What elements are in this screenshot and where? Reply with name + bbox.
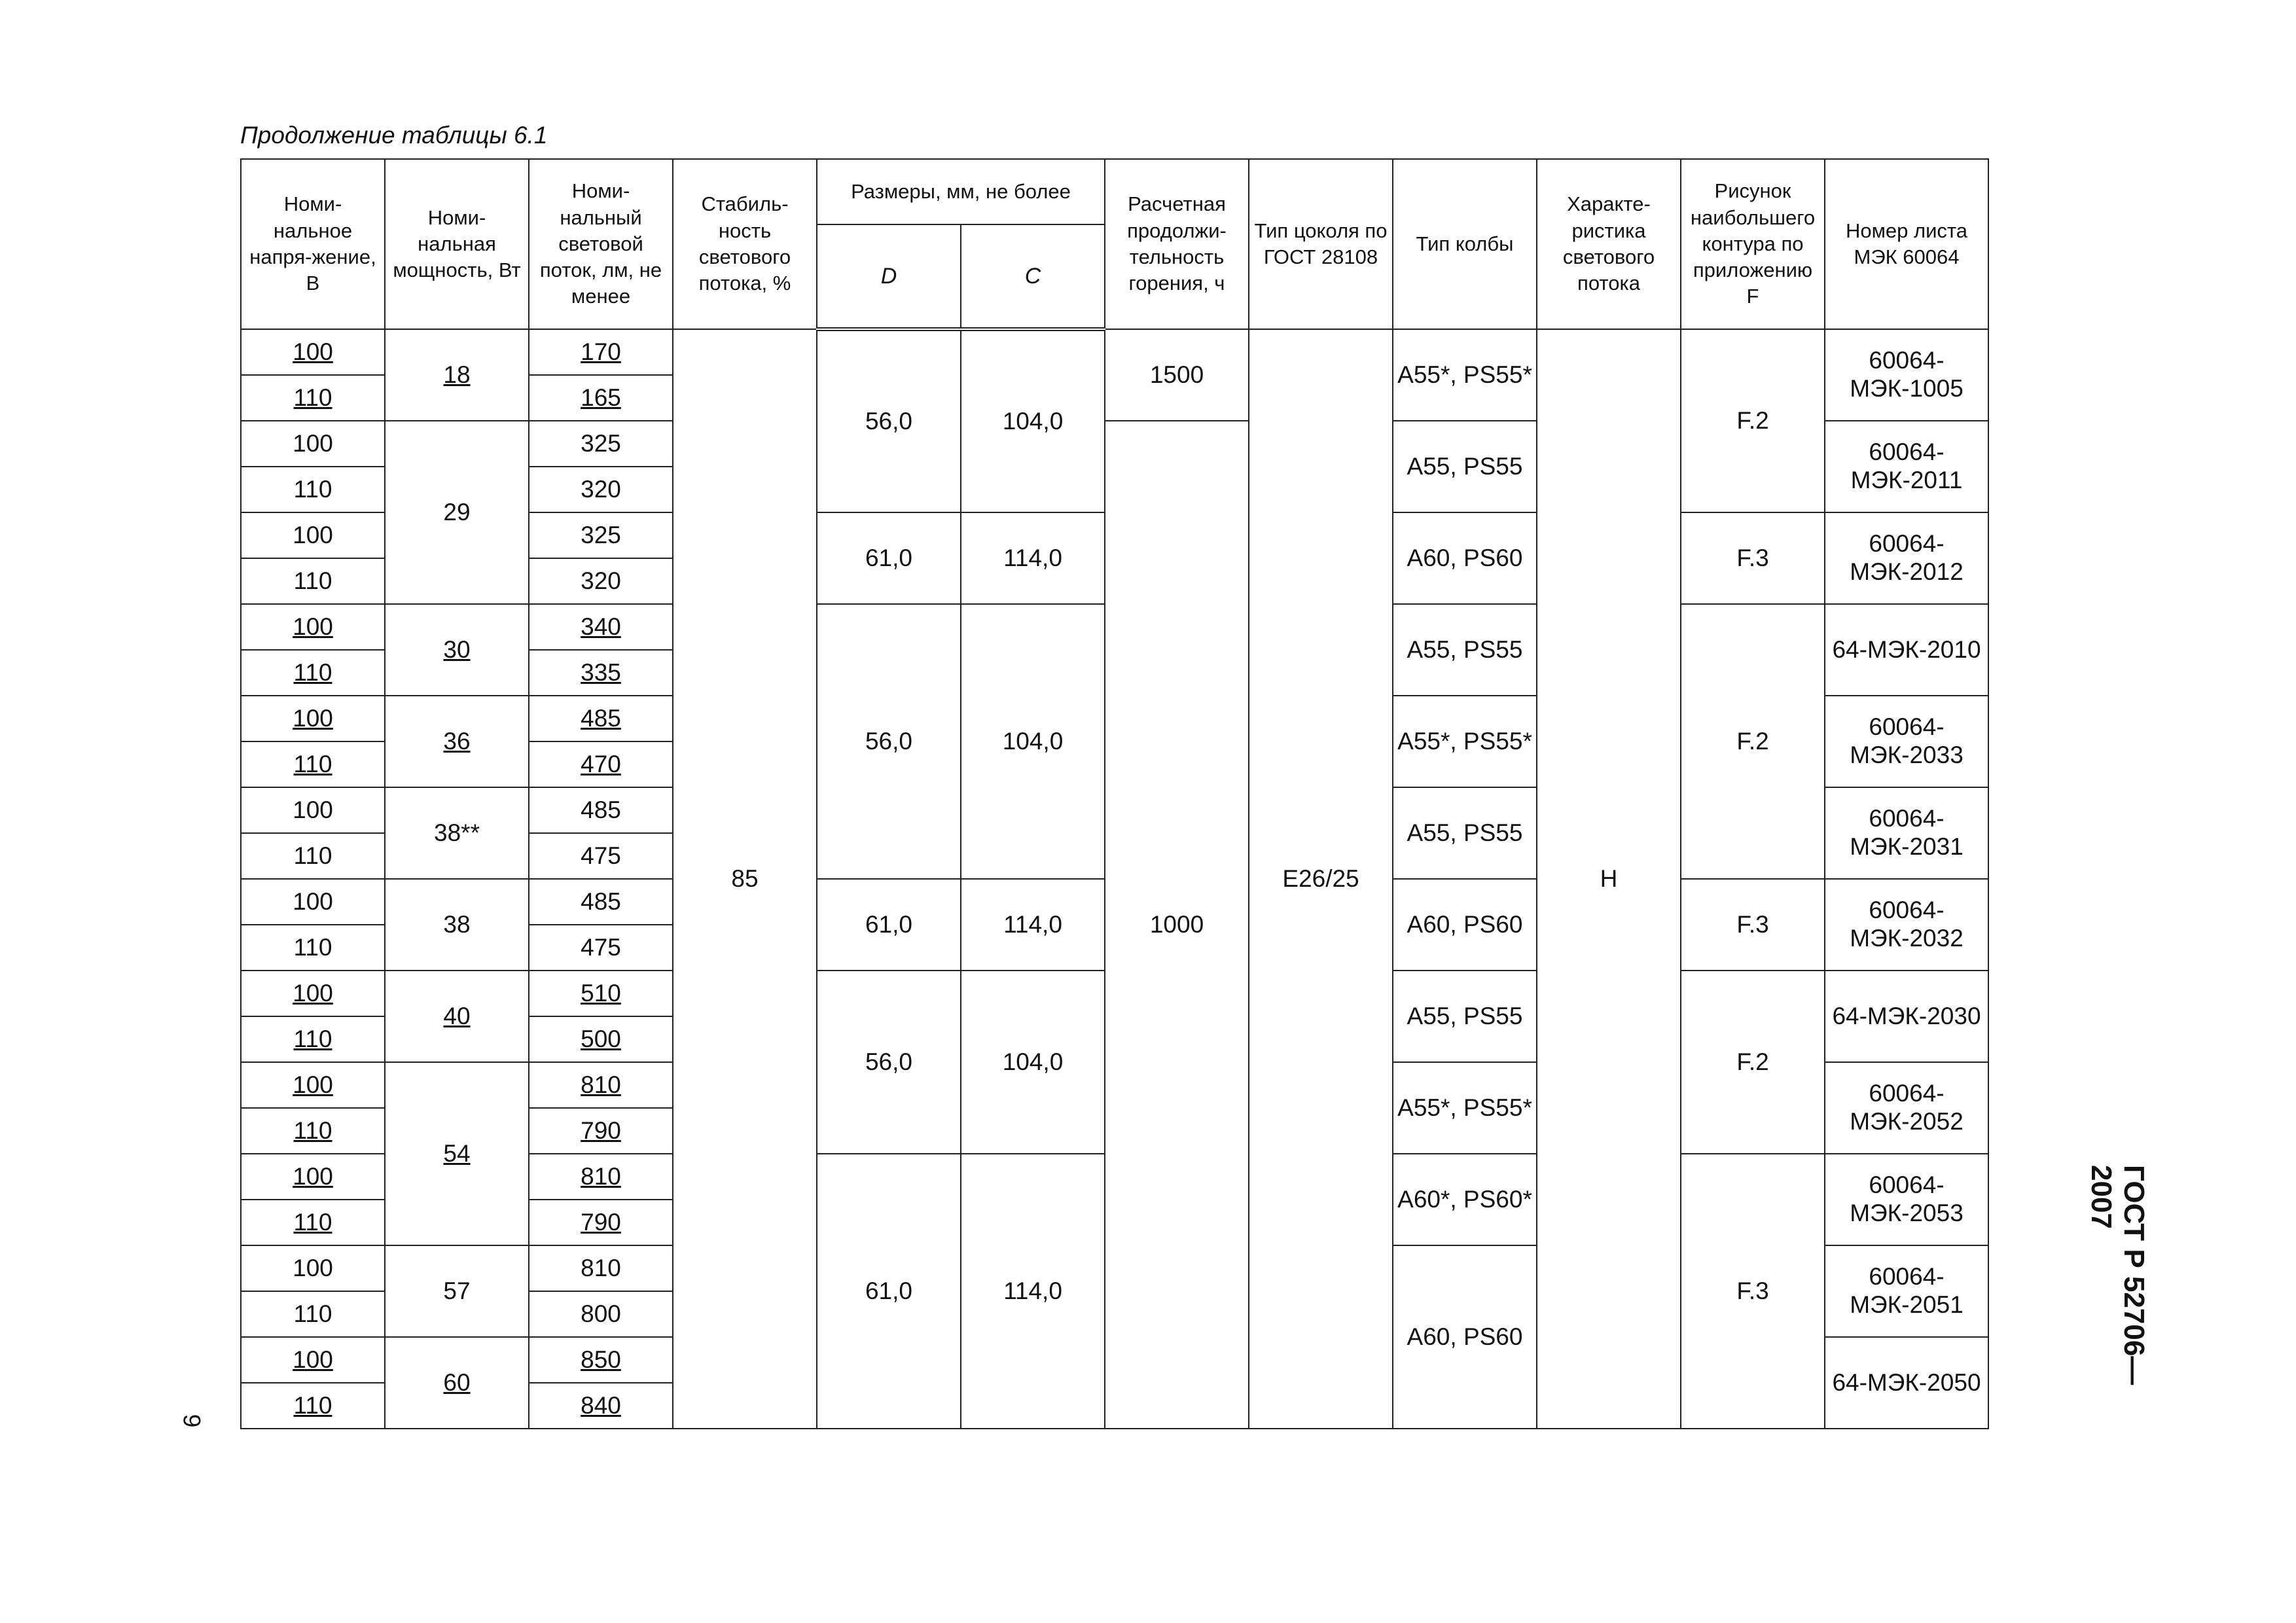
cell-dim-c: 114,0 [961, 1154, 1105, 1429]
header-dimensions: Размеры, мм, не более [817, 159, 1105, 224]
cell-life: 1000 [1105, 421, 1249, 1429]
cell-dim-c: 104,0 [961, 329, 1105, 512]
cell-power: 38** [385, 787, 529, 879]
cell-flux: 840 [529, 1383, 673, 1429]
cell-flux: 320 [529, 558, 673, 604]
cell-power: 40 [385, 971, 529, 1062]
cell-iec: 60064-МЭК-2033 [1825, 696, 1988, 787]
cell-voltage: 100 [241, 512, 385, 558]
cell-voltage: 110 [241, 1016, 385, 1062]
cell-power: 54 [385, 1062, 529, 1245]
cell-voltage: 100 [241, 696, 385, 741]
cell-bulb: A55, PS55 [1393, 971, 1537, 1062]
cell-dim-c: 104,0 [961, 971, 1105, 1154]
cell-contour: F.2 [1681, 971, 1825, 1154]
cell-flux: 500 [529, 1016, 673, 1062]
cell-flux: 335 [529, 650, 673, 696]
header-dim-c: C [961, 224, 1105, 329]
cell-voltage: 110 [241, 925, 385, 971]
cell-flux: 320 [529, 467, 673, 512]
cell-flux: 170 [529, 329, 673, 375]
cell-iec: 60064-МЭК-1005 [1825, 329, 1988, 421]
cell-flux: 475 [529, 925, 673, 971]
cell-bulb: A60, PS60 [1393, 879, 1537, 971]
cell-contour: F.2 [1681, 604, 1825, 879]
cell-iec: 64-МЭК-2030 [1825, 971, 1988, 1062]
cell-voltage: 100 [241, 421, 385, 467]
cell-contour: F.3 [1681, 879, 1825, 971]
cell-dim-d: 56,0 [817, 604, 961, 879]
cell-cap: E26/25 [1249, 329, 1393, 1429]
cell-iec: 60064-МЭК-2032 [1825, 879, 1988, 971]
cell-flux: 800 [529, 1291, 673, 1337]
cell-flux: 485 [529, 879, 673, 925]
cell-voltage: 100 [241, 1062, 385, 1108]
cell-flux: 165 [529, 375, 673, 421]
table-caption: Продолжение таблицы 6.1 [240, 122, 548, 149]
header-voltage: Номи-нальное напря-жение, В [241, 159, 385, 329]
cell-flux: 485 [529, 787, 673, 833]
cell-voltage: 100 [241, 971, 385, 1016]
cell-flux: 850 [529, 1337, 673, 1383]
cell-iec: 60064-МЭК-2011 [1825, 421, 1988, 512]
cell-voltage: 110 [241, 650, 385, 696]
cell-dim-d: 61,0 [817, 512, 961, 604]
cell-voltage: 110 [241, 741, 385, 787]
cell-bulb: A55, PS55 [1393, 604, 1537, 696]
cell-stability: 85 [673, 329, 817, 1429]
cell-power: 18 [385, 329, 529, 421]
header-life: Расчетная продолжи-тельность горения, ч [1105, 159, 1249, 329]
cell-flux: 810 [529, 1245, 673, 1291]
cell-bulb: A60, PS60 [1393, 1245, 1537, 1429]
cell-flux: 325 [529, 421, 673, 467]
cell-voltage: 100 [241, 329, 385, 375]
lamp-table [240, 158, 2222, 1429]
cell-dim-d: 61,0 [817, 1154, 961, 1429]
cell-contour: F.2 [1681, 329, 1825, 512]
cell-flux: 790 [529, 1108, 673, 1154]
cell-voltage: 100 [241, 1337, 385, 1383]
header-flux-char: Характе-ристика светового потока [1537, 159, 1681, 329]
cell-flux: 340 [529, 604, 673, 650]
cell-flux-char: H [1537, 329, 1681, 1429]
cell-flux: 510 [529, 971, 673, 1016]
cell-voltage: 110 [241, 833, 385, 879]
cell-voltage: 110 [241, 375, 385, 421]
header-stability: Стабиль-ность светового потока, % [673, 159, 817, 329]
cell-power: 60 [385, 1337, 529, 1429]
header-power: Номи-нальная мощность, Вт [385, 159, 529, 329]
cell-voltage: 110 [241, 467, 385, 512]
cell-voltage: 100 [241, 604, 385, 650]
cell-voltage: 110 [241, 1108, 385, 1154]
cell-iec: 60064-МЭК-2051 [1825, 1245, 1988, 1337]
cell-bulb: A60, PS60 [1393, 512, 1537, 604]
cell-voltage: 100 [241, 1245, 385, 1291]
cell-flux: 790 [529, 1200, 673, 1245]
cell-power: 57 [385, 1245, 529, 1337]
cell-dim-c: 114,0 [961, 879, 1105, 971]
cell-flux: 475 [529, 833, 673, 879]
cell-iec: 60064-МЭК-2053 [1825, 1154, 1988, 1245]
cell-life: 1500 [1105, 329, 1249, 421]
cell-bulb: A60*, PS60* [1393, 1154, 1537, 1245]
cell-voltage: 110 [241, 558, 385, 604]
cell-dim-d: 56,0 [817, 971, 961, 1154]
cell-power: 38 [385, 879, 529, 971]
cell-voltage: 100 [241, 1154, 385, 1200]
header-contour: Рисунок наибольшего контура по приложению F [1681, 159, 1825, 329]
cell-flux: 470 [529, 741, 673, 787]
document-number: ГОСТ Р 52706—2007 [2085, 1165, 2150, 1385]
cell-flux: 810 [529, 1154, 673, 1200]
header-cap: Тип цоколя по ГОСТ 28108 [1249, 159, 1393, 329]
cell-power: 36 [385, 696, 529, 787]
cell-flux: 810 [529, 1062, 673, 1108]
cell-voltage: 100 [241, 787, 385, 833]
header-bulb: Тип колбы [1393, 159, 1537, 329]
cell-power: 30 [385, 604, 529, 696]
cell-voltage: 110 [241, 1383, 385, 1429]
cell-iec: 64-МЭК-2010 [1825, 604, 1988, 696]
cell-contour: F.3 [1681, 512, 1825, 604]
cell-dim-c: 114,0 [961, 512, 1105, 604]
cell-flux: 485 [529, 696, 673, 741]
header-dim-d: D [817, 224, 961, 329]
page-number: 9 [178, 1414, 206, 1428]
cell-iec: 60064-МЭК-2031 [1825, 787, 1988, 879]
cell-bulb: A55*, PS55* [1393, 1062, 1537, 1154]
cell-iec: 60064-МЭК-2052 [1825, 1062, 1988, 1154]
cell-iec: 64-МЭК-2050 [1825, 1337, 1988, 1429]
cell-contour: F.3 [1681, 1154, 1825, 1429]
cell-bulb: A55*, PS55* [1393, 696, 1537, 787]
cell-dim-d: 61,0 [817, 879, 961, 971]
cell-voltage: 110 [241, 1291, 385, 1337]
cell-dim-c: 104,0 [961, 604, 1105, 879]
cell-dim-d: 56,0 [817, 329, 961, 512]
cell-voltage: 110 [241, 1200, 385, 1245]
cell-power: 29 [385, 421, 529, 604]
cell-bulb: A55*, PS55* [1393, 329, 1537, 421]
cell-voltage: 100 [241, 879, 385, 925]
cell-bulb: A55, PS55 [1393, 421, 1537, 512]
cell-iec: 60064-МЭК-2012 [1825, 512, 1988, 604]
cell-bulb: A55, PS55 [1393, 787, 1537, 879]
header-flux: Номи-нальный световой поток, лм, не менее [529, 159, 673, 329]
cell-flux: 325 [529, 512, 673, 558]
header-iec: Номер листа МЭК 60064 [1825, 159, 1988, 329]
